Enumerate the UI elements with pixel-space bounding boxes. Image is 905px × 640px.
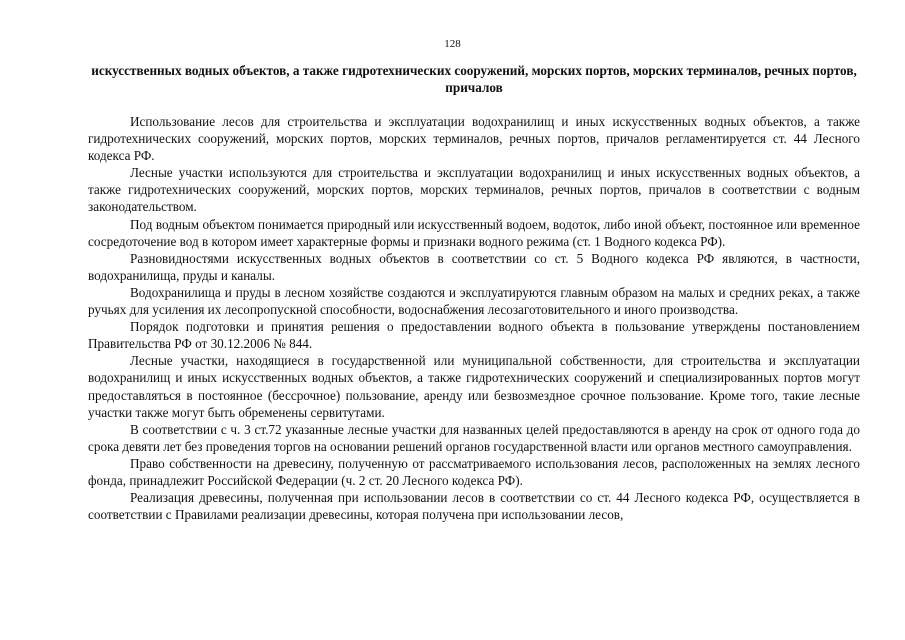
paragraph: В соответствии с ч. 3 ст.72 указанные лесные участки для названных целей предоставляются в аренду на срок от одного года до срока девяти лет без проведения торгов на основании решений органов государственной власти или органов местного самоуправления. (88, 421, 860, 454)
paragraph: Лесные участки, находящиеся в государственной или муниципальной собственности, для строительства и эксплуатации водохранилищ и иных искусственных водных объектов, а также гидротехнических сооружений и специализированных портов могут предоставляться в постоянное (бессрочное) пользование, аренду или безвозмездное срочное пользование. Кроме того, такие лесные участки также могут быть обременены сервитутами. (88, 353, 860, 420)
paragraph: Реализация древесины, полученная при использовании лесов в соответствии со ст. 44 Лесного кодекса РФ, осуществляется в соответствии с Правилами реализации древесины, которая получена при использовании лесов, (88, 490, 860, 523)
paragraph: Под водным объектом понимается природный или искусственный водоем, водоток, либо иной объект, постоянное или временное сосредоточение вод в котором имеет характерные формы и признаки водного режима (ст. 1 Водного кодекса РФ). (88, 216, 860, 249)
paragraph: Водохранилища и пруды в лесном хозяйстве создаются и эксплуатируются главным образом на малых и средних реках, а также ручьях для усиления их лесопропускной способности, водоснабжения лесозаготовительного и иного производства. (88, 284, 860, 318)
page-number: 128 (444, 38, 461, 50)
section-heading: искусственных водных объектов, а также гидротехнических сооружений, морских портов, морских терминалов, речных портов, причалов (91, 63, 857, 95)
paragraph: Разновидностями искусственных водных объектов в соответствии со ст. 5 Водного кодекса РФ являются, в частности, водохранилища, пруды и каналы. (88, 250, 860, 283)
body-text (88, 113, 860, 523)
paragraph: Право собственности на древесину, полученную от рассматриваемого использования лесов, расположенных на землях лесного фонда, принадлежит Российской Федерации (ч. 2 ст. 20 Лесного кодекса РФ). (88, 455, 860, 488)
paragraph: Порядок подготовки и принятия решения о предоставлении водного объекта в пользование утверждены постановлением Правительства РФ от 30.12.2006 № 844. (88, 319, 860, 352)
paragraph: Лесные участки используются для строительства и эксплуатации водохранилищ и иных искусственных водных объектов, а также гидротехнических сооружений, морских портов, морских терминалов, речных портов, причалов в соответствии с водным законодательством. (88, 165, 860, 215)
paragraph: Использование лесов для строительства и эксплуатации водохранилищ и иных искусственных водных объектов, а также гидротехнических сооружений, морских портов, морских терминалов, речных портов, причалов регламентируется ст. 44 Лесного кодекса РФ. (88, 114, 860, 164)
